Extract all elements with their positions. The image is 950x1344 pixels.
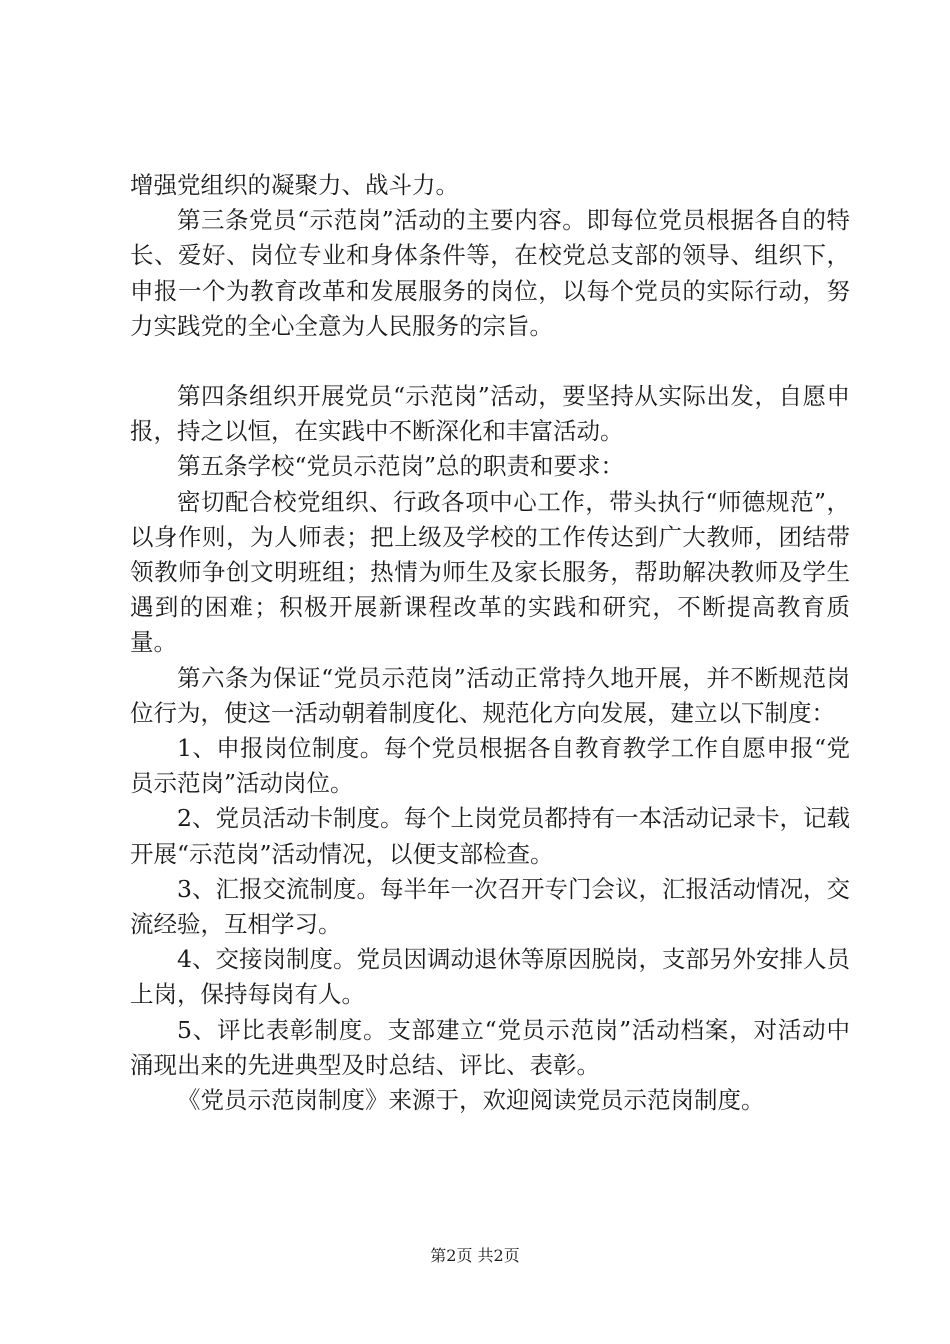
paragraph-article-6: 第六条为保证“党员示范岗”活动正常持久地开展，并不断规范岗位行为，使这一活动朝着制度化、规范化方向发展，建立以下制度： (130, 663, 850, 727)
paragraph-article-3: 第三条党员“示范岗”活动的主要内容。即每位党员根据各自的特长、爱好、岗位专业和身体条件等，在校党总支部的领导、组织下，申报一个为教育改革和发展服务的岗位，以每个党员的实际行动，努力实践党的全心全意为人民服务的宗旨。 (130, 206, 850, 340)
page-number-footer: 第2页 共2页 (430, 1246, 520, 1265)
list-item-1: 1、申报岗位制度。每个党员根据各自教育教学工作自愿申报“党员示范岗”活动岗位。 (130, 734, 850, 798)
paragraph-article-5: 第五条学校“党员示范岗”总的职责和要求： (177, 452, 625, 481)
list-item-4: 4、交接岗制度。党员因调动退休等原因脱岗，支部另外安排人员上岗，保持每岗有人。 (130, 945, 850, 1009)
list-item-5: 5、评比表彰制度。支部建立“党员示范岗”活动档案，对活动中涌现出来的先进典型及时总结、评比、表彰。 (130, 1015, 850, 1079)
document-body (130, 168, 850, 1118)
list-item-3: 3、汇报交流制度。每半年一次召开专门会议，汇报活动情况，交流经验，互相学习。 (130, 874, 850, 939)
list-item-2: 2、党员活动卡制度。每个上岗党员都持有一本活动记录卡，记载开展“示范岗”活动情况，以便支部检查。 (130, 804, 850, 868)
paragraph-article-4: 第四条组织开展党员“示范岗”活动，要坚持从实际出发，自愿申报，持之以恒，在实践中不断深化和丰富活动。 (130, 382, 850, 446)
paragraph-source-note: 《党员示范岗制度》来源于，欢迎阅读党员示范岗制度。 (177, 1086, 765, 1115)
paragraph-intro-end: 增强党组织的凝聚力、战斗力。 (130, 171, 459, 199)
paragraph-article-5-duties: 密切配合校党组织、行政各项中心工作，带头执行“师德规范”，以身作则，为人师表；把上级及学校的工作传达到广大教师，团结带领教师争创文明班组；热情为师生及家长服务，帮助解决教师及学生遇到的困难；积极开展新课程改革的实践和研究，不断提高教育质量。 (130, 487, 850, 657)
